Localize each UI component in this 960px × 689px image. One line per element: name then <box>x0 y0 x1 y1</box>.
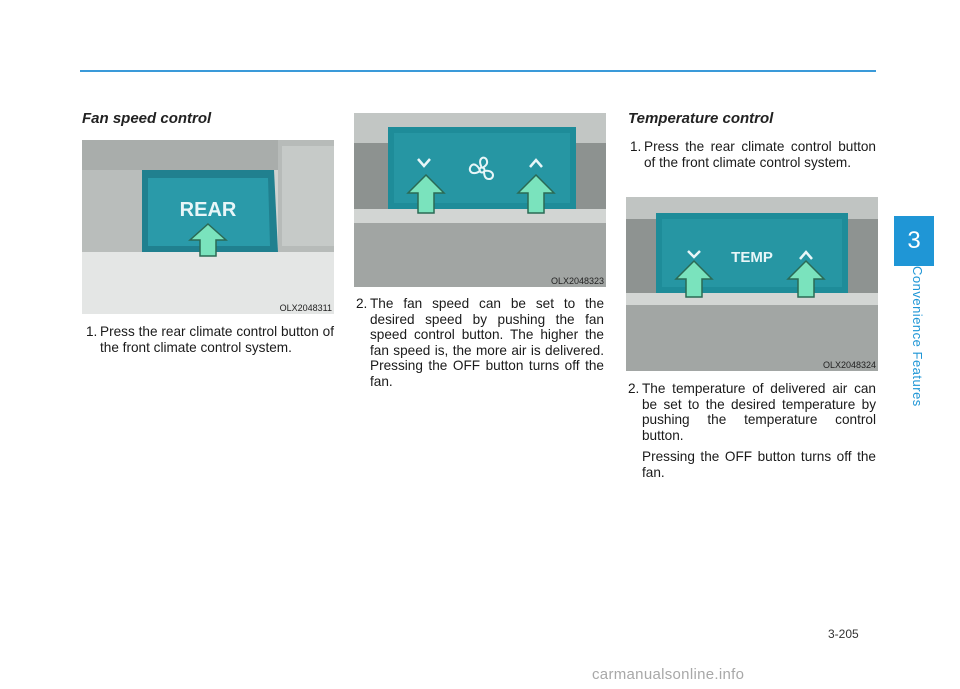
fan-speed-title: Fan speed control <box>82 110 212 127</box>
step-note: Pressing the OFF button turns off the fan. <box>642 449 876 480</box>
watermark: carmanualsonline.info <box>592 666 745 683</box>
step-number: 2. <box>356 296 368 311</box>
temp-button-figure <box>626 197 878 371</box>
figure-code: OLX2048324 <box>822 360 876 370</box>
temp-step-1 <box>630 139 876 176</box>
temp-step-2 <box>628 381 876 486</box>
figure-code: OLX2048311 <box>279 303 332 313</box>
rear-button-figure <box>82 140 334 314</box>
fan-button-figure <box>354 113 606 287</box>
figure-code: OLX2048323 <box>550 276 604 286</box>
step-number: 1. <box>630 139 642 154</box>
step-text: The fan speed can be set to the desired speed by pushing the fan speed control button. The higher the fan speed is, the more air is delivered. Pressing the OFF button turns off the fan. <box>370 296 604 389</box>
rear-button-illustration <box>82 140 334 314</box>
step-text: Press the rear climate control button of the front climate control system. <box>644 139 876 170</box>
temp-button-illustration <box>626 197 878 371</box>
temp-button-label: TEMP <box>731 249 773 266</box>
chapter-title: Convenience Features <box>910 266 925 407</box>
step-number: 1. <box>86 324 98 339</box>
temperature-title: Temperature control <box>628 110 774 127</box>
rear-button-label: REAR <box>179 199 237 221</box>
fan-step-2 <box>356 296 604 395</box>
step-number: 2. <box>628 381 640 396</box>
step-text: Press the rear climate control button of the front climate control system. <box>100 324 334 355</box>
fan-button-illustration <box>354 113 606 287</box>
header-rule <box>80 70 876 72</box>
page-number: 3-205 <box>828 627 859 641</box>
step-text: The temperature of delivered air can be set to the desired temperature by pushing the temperature control button. <box>642 381 876 443</box>
chapter-number-tab: 3 <box>894 216 934 266</box>
fan-step-1 <box>86 324 334 361</box>
